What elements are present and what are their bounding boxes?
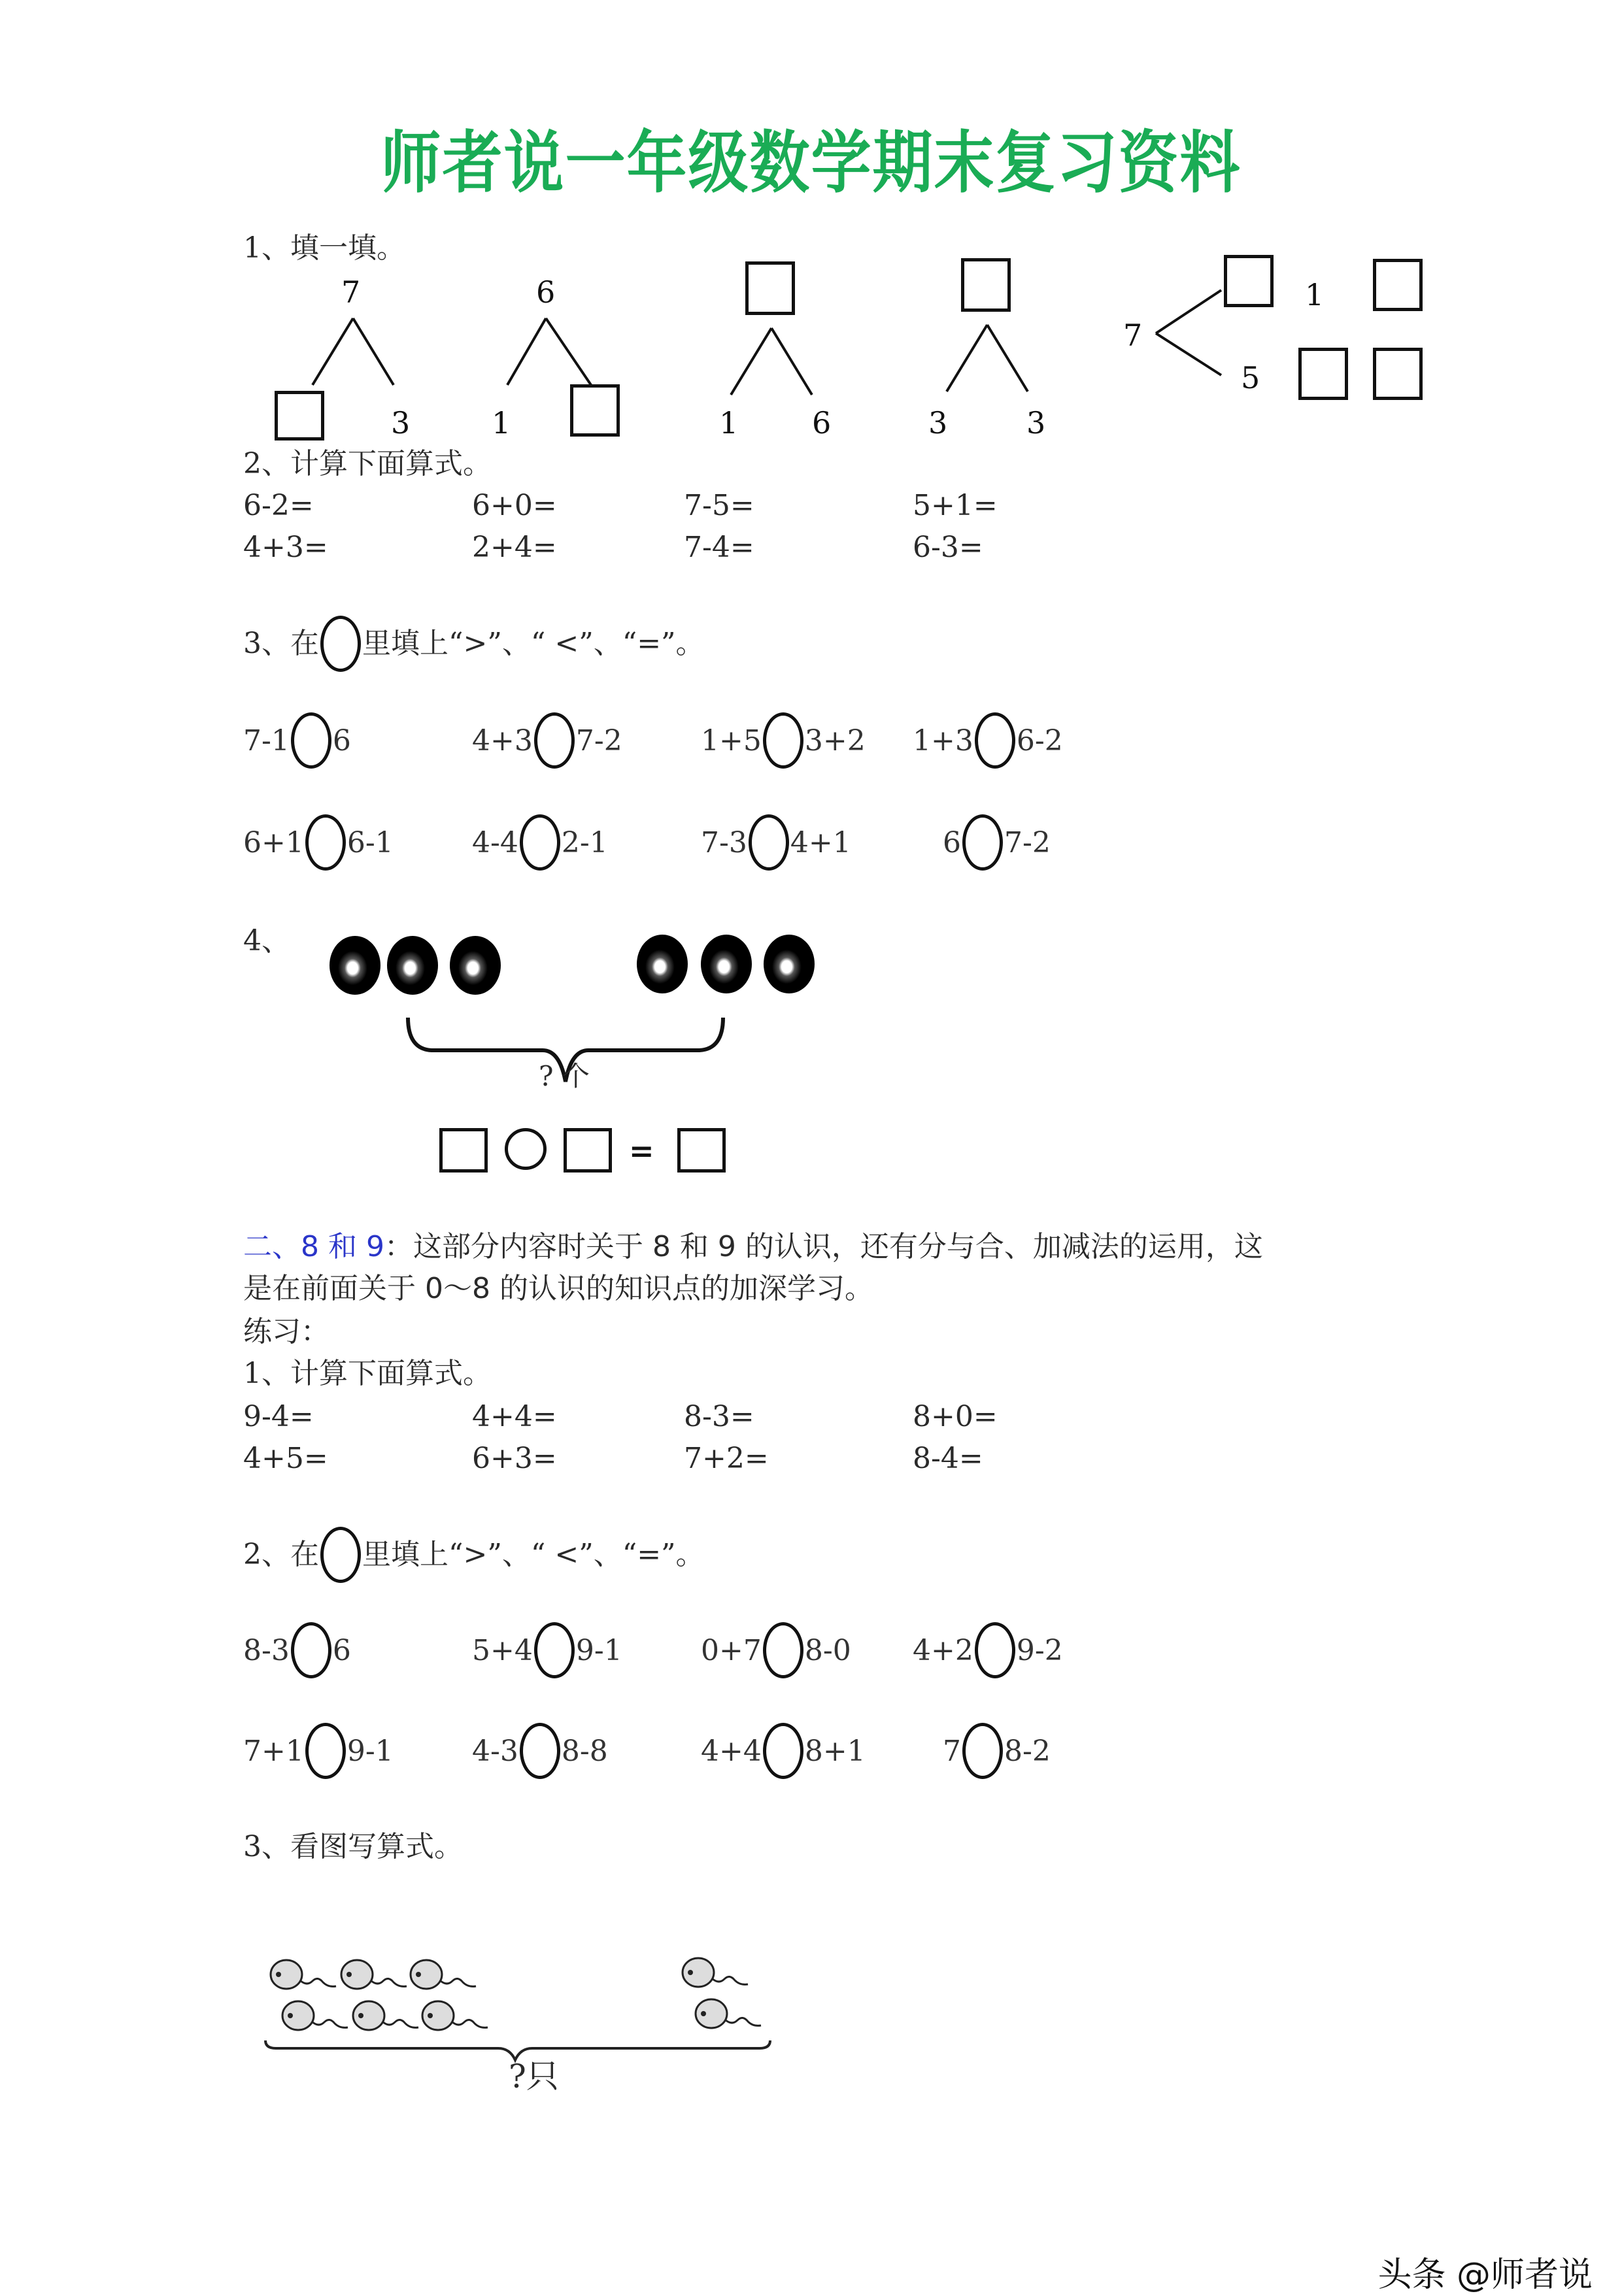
tree-right-value: 6 (812, 405, 832, 441)
compare-item (943, 814, 1051, 871)
compare-answer-circle[interactable] (763, 712, 803, 769)
answer-box[interactable] (570, 384, 620, 437)
compare-answer-circle[interactable] (763, 1622, 803, 1678)
compare-left: 7 (943, 1734, 961, 1768)
compare-right: 2-1 (561, 825, 608, 859)
tree-branch-lines (726, 327, 817, 399)
compare-right: 6-2 (1016, 724, 1063, 757)
compare-left: 1+3 (913, 724, 973, 757)
section-heading-title: 二、8 和 9 (243, 1230, 384, 1263)
compare-answer-circle[interactable] (534, 1622, 575, 1678)
compare-item (243, 1723, 394, 1779)
answer-box[interactable] (564, 1128, 612, 1173)
compare-right: 6 (332, 1633, 351, 1667)
tadpole-icon (339, 1957, 411, 1990)
compare-right: 7-2 (1004, 825, 1051, 859)
practice-label: 练习： (243, 1315, 329, 1348)
tree-branch-lines (941, 324, 1033, 395)
tree-left-value: 1 (492, 405, 511, 441)
q4-label: 4、 (243, 924, 290, 957)
compare-item (913, 712, 1063, 769)
compare-right: 9-1 (575, 1633, 622, 1667)
compare-right: 8-2 (1004, 1734, 1051, 1768)
compare-item (701, 1622, 851, 1678)
compare-right: 9-1 (346, 1734, 394, 1768)
tadpole-icon (268, 1957, 340, 1990)
calc-item: 7+2= (684, 1442, 769, 1475)
compare-left: 4-3 (472, 1734, 518, 1768)
calc-item: 2+4= (472, 531, 557, 564)
compare-answer-circle[interactable] (763, 1723, 803, 1779)
compare-left: 7-3 (701, 825, 747, 859)
ball-icon (764, 935, 815, 993)
calc-item: 4+5= (243, 1442, 328, 1475)
tadpole-icon (350, 1999, 422, 2031)
compare-right: 9-2 (1016, 1633, 1063, 1667)
ball-icon (450, 936, 501, 995)
p2-q2-label (243, 1527, 705, 1583)
calc-item: 4+3= (243, 531, 328, 564)
tree-right-value: 3 (391, 405, 411, 441)
answer-box[interactable] (1373, 259, 1423, 311)
calc-item: 6+3= (472, 1442, 557, 1475)
q3-label (243, 616, 705, 672)
q3-label-suffix: 里填上“>”、“ <”、“=”。 (362, 627, 705, 660)
answer-box[interactable] (275, 391, 324, 441)
p2-q2-label-suffix: 里填上“>”、“ <”、“=”。 (362, 1538, 705, 1571)
compare-left: 8-3 (243, 1633, 290, 1667)
p2-q3-label: 3、看图写算式。 (243, 1830, 463, 1863)
q3-label-prefix: 3、在 (243, 627, 319, 660)
compare-left: 6+1 (243, 825, 304, 859)
compare-answer-circle[interactable] (520, 814, 560, 871)
tree-top-value: 6 (536, 275, 556, 310)
calc-item: 7-5= (684, 489, 754, 522)
compare-left: 1+5 (701, 724, 762, 757)
compare-answer-circle[interactable] (749, 814, 789, 871)
ball-icon (701, 935, 752, 993)
ball-icon (387, 936, 438, 995)
tadpole-icon (420, 1999, 492, 2031)
compare-right: 4+1 (790, 825, 851, 859)
compare-answer-circle[interactable] (305, 814, 346, 871)
calc-item: 7-4= (684, 531, 754, 564)
tadpole-icon (280, 1999, 352, 2031)
compare-answer-circle[interactable] (962, 814, 1003, 871)
compare-item (243, 814, 394, 871)
compare-answer-circle[interactable] (962, 1723, 1003, 1779)
tree-branch-lines (307, 317, 399, 389)
answer-box[interactable] (961, 258, 1011, 312)
p2-q1-label: 1、计算下面算式。 (243, 1357, 492, 1390)
calc-item: 9-4= (243, 1400, 314, 1433)
compare-left: 4+3 (472, 724, 533, 757)
tree-top-value: 7 (341, 275, 361, 310)
tadpole-icon (408, 1957, 480, 1990)
compare-right: 8-0 (804, 1633, 851, 1667)
tadpole-icon (693, 1997, 765, 2029)
calc-item: 6-3= (913, 531, 983, 564)
compare-left: 4-4 (472, 825, 518, 859)
compare-item (472, 1723, 608, 1779)
circle-icon (320, 616, 361, 672)
branch-root-value: 7 (1123, 318, 1143, 353)
calc-item: 8+0= (913, 1400, 998, 1433)
section-heading-line2: 是在前面关于 0～8 的认识的知识点的加深学习。 (243, 1272, 873, 1305)
compare-left: 4+2 (913, 1633, 973, 1667)
ball-icon (637, 935, 688, 993)
compare-right: 8-8 (561, 1734, 608, 1768)
compare-item (701, 814, 851, 871)
watermark: 头条 @师者说 (1377, 2255, 1593, 2295)
compare-left: 7+1 (243, 1734, 304, 1768)
page-title: 师者说一年级数学期末复习资料 (380, 124, 1242, 203)
compare-left: 0+7 (701, 1633, 762, 1667)
compare-answer-circle[interactable] (291, 1622, 331, 1678)
answer-box[interactable] (1373, 348, 1423, 400)
circle-icon (320, 1527, 361, 1583)
equals-sign: = (629, 1133, 654, 1169)
tadpole-icon (680, 1955, 752, 1988)
calc-item: 5+1= (913, 489, 998, 522)
q2-label: 2、计算下面算式。 (243, 447, 492, 480)
calc-item: 8-3= (684, 1400, 754, 1433)
compare-answer-circle[interactable] (305, 1723, 346, 1779)
compare-right: 3+2 (804, 724, 866, 757)
answer-box[interactable] (439, 1128, 488, 1173)
compare-answer-circle[interactable] (520, 1723, 560, 1779)
branch-lines (1151, 288, 1229, 379)
compare-answer-circle[interactable] (534, 712, 575, 769)
section-heading-text: ：这部分内容时关于 8 和 9 的认识，还有分与合、加减法的运用，这 (384, 1230, 1263, 1263)
answer-box[interactable] (1224, 255, 1274, 307)
tree-left-value: 1 (719, 405, 739, 441)
compare-left: 5+4 (472, 1633, 533, 1667)
tree-right-value: 3 (1026, 405, 1046, 441)
compare-right: 6-1 (346, 825, 394, 859)
compare-answer-circle[interactable] (975, 1622, 1015, 1678)
calc-item: 4+4= (472, 1400, 557, 1433)
compare-right: 6 (332, 724, 351, 757)
compare-item (472, 814, 608, 871)
brace-label: ? 个 (539, 1060, 590, 1092)
branch-upper-value: 1 (1305, 277, 1325, 312)
compare-item (243, 1622, 351, 1678)
compare-left: 4+4 (701, 1734, 762, 1768)
compare-item (701, 712, 866, 769)
compare-right: 7-2 (575, 724, 622, 757)
p2-q2-label-prefix: 2、在 (243, 1538, 319, 1571)
operator-circle[interactable] (505, 1128, 547, 1170)
compare-answer-circle[interactable] (291, 712, 331, 769)
calc-item: 6+0= (472, 489, 557, 522)
calc-item: 8-4= (913, 1442, 983, 1475)
compare-item (472, 712, 622, 769)
compare-item (913, 1622, 1063, 1678)
tree-left-value: 3 (928, 405, 948, 441)
compare-answer-circle[interactable] (975, 712, 1015, 769)
compare-item (701, 1723, 866, 1779)
brace-label: ?只 (509, 2057, 559, 2095)
answer-box[interactable] (745, 261, 795, 315)
answer-box[interactable] (1298, 348, 1348, 400)
compare-left: 6 (943, 825, 961, 859)
branch-lower-value: 5 (1241, 360, 1260, 395)
ball-icon (329, 936, 380, 995)
section-heading (243, 1230, 1263, 1263)
q1-label: 1、填一填。 (243, 231, 405, 265)
tree-branch-lines (503, 317, 595, 389)
compare-right: 8+1 (804, 1734, 866, 1768)
compare-item (943, 1723, 1051, 1779)
compare-left: 7-1 (243, 724, 290, 757)
compare-item (472, 1622, 622, 1678)
compare-item (243, 712, 351, 769)
calc-item: 6-2= (243, 489, 314, 522)
answer-box[interactable] (677, 1128, 726, 1173)
